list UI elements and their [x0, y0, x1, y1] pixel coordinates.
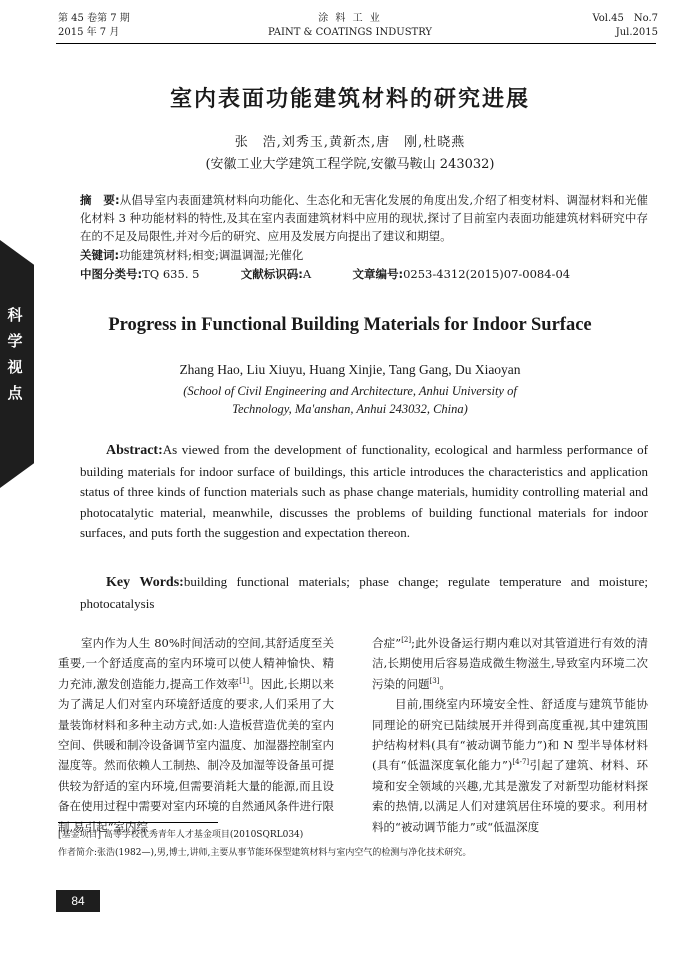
body-paragraph — [58, 633, 334, 837]
article-no-value: 0253-4312(2015)07-0084-04 — [403, 267, 571, 281]
abstract-cn — [80, 191, 648, 245]
journal-name-cn: 涂 料 工 业 — [318, 13, 382, 24]
journal-name-en: PAINT & COATINGS INDUSTRY — [267, 27, 433, 38]
footnote-author: 作者简介:张浩(1982—),男,博士,讲师,主要从事节能环保型建筑材料与室内空气的检测与净化技术研究。 — [58, 848, 472, 858]
clc-label: 中图分类号: — [80, 267, 143, 281]
abstract-cn-text: 从倡导室内表面建筑材料向功能化、生态化和无害化发展的角度出发,介绍了相变材料、调湿材料和光催化材料 3 种功能材料的特性,及其在室内表面建筑材料中应用的现状,探讨了目前室内表面功能建筑材料研究中存在的不足及局限性,并对今后的研究、应用及发展方向提出了建议和期望。 — [80, 193, 648, 243]
body-paragraph — [372, 694, 648, 837]
keywords-cn-text: 功能建筑材料;相变;调温调湿;光催化 — [119, 248, 304, 262]
body-column-left — [58, 633, 334, 837]
doc-code-value: A — [302, 267, 312, 281]
paper-title-cn: 室内表面功能建筑材料的研究进展 — [169, 87, 530, 112]
side-char: 视 — [7, 358, 23, 376]
article-no-label: 文章编号: — [352, 267, 404, 281]
side-char: 科 — [7, 306, 23, 324]
authors-en: Zhang Hao, Liu Xiuyu, Huang Xinjie, Tang Gang, Du Xiaoyan — [179, 362, 521, 377]
footnote-rule — [58, 822, 218, 823]
citation-ref: [1] — [239, 676, 250, 685]
header-rule — [56, 43, 656, 44]
abstract-en-label: Abstract: — [106, 443, 163, 458]
abstract-cn-label: 摘 要: — [80, 193, 120, 207]
affiliation-cn: (安徽工业大学建筑工程学院,安徽马鞍山 243032) — [205, 157, 495, 172]
journal-volume-en — [592, 12, 658, 40]
body-text: 室内作为人生 80%时间活动的空间,其舒适度至关重要,一个舒适度高的室内环境可以使人精神愉快、精力充沛,激发创造能力,提高工作效率 — [58, 636, 334, 691]
footnote-fund: [基金项目] 高等学校优秀青年人才基金项目(2010SQRL034) — [58, 830, 304, 840]
affiliation-en-line2: Technology, Ma'anshan, Anhui 243032, China) — [232, 402, 468, 416]
issue-date: 2015 年 7 月 — [58, 27, 120, 38]
abstract-en — [80, 440, 648, 544]
abstract-en-text: As viewed from the development of functionality, ecological and harmless performance of building materials for indoor surface of buildings, this article introduces the characteristics and application status of three kinds of function materials such as phase change materials, humidity controlling material and photocatalytic material, meanwhile, discusses the problems of building functional materials for indoor surfaces, and puts forth the suggestion and expectation thereon. — [80, 442, 648, 540]
keywords-en — [80, 572, 648, 614]
citation-ref: [4-7] — [512, 758, 530, 767]
volume-issue: 第 45 卷第 7 期 — [58, 13, 130, 24]
keywords-cn-label: 关键词: — [80, 248, 120, 262]
body-text: 。因此,长期以来为了满足人们对室内环境舒适度的要求,人们采用了大量装饰材料和多种主动方式,如:人造板营造优美的室内空间、供暖和制冷设备调节室内温度、加湿器控制室内湿度等。然而依赖人工制热、制冷及加湿等设备虽可提供较为舒适的室内环境,但需要消耗大量的能源,而且设备在使用过程中需要对室内环境的自然通风条件进行限制,易引起“室内综 — [58, 676, 335, 834]
doc-code-label: 文献标识码: — [240, 267, 303, 281]
paper-title-en: Progress in Functional Building Materials for Indoor Surface — [108, 315, 592, 335]
clc-value: TQ 635. 5 — [142, 267, 200, 281]
authors-cn: 张 浩,刘秀玉,黄新杰,唐 刚,杜晓燕 — [234, 135, 466, 150]
body-text: ;此外设备运行期内难以对其管道进行有效的清洁,长期使用后容易造成微生物滋生,导致室内环境二次污染的问题 — [372, 636, 648, 691]
classification-line — [80, 265, 648, 283]
keywords-en-text: building functional materials; phase change; regulate temperature and moisture; photocatalysis — [80, 574, 648, 611]
body-text: 引起了建筑、材料、环境和安全领域的兴趣,尤其是激发了对新型功能材料探索的热情,以满足人们对建筑居住环境的要求。利用材料的“被动调节能力”或“低温深度 — [372, 758, 649, 834]
volume-en: Vol.45 No.7 — [592, 13, 658, 24]
keywords-en-label: Key Words: — [106, 575, 184, 590]
body-text: 目前,围绕室内环境安全性、舒适度与建筑节能协同理论的研究已陆续展开并得到高度重视,其中建筑围护结构材料(具有“被动调节能力”)和 N 型半导体材料(具有“低温深度氧化能力”) — [372, 697, 648, 773]
affiliation-en-line1: (School of Civil Engineering and Architecture, Anhui University of — [183, 384, 517, 398]
citation-ref: [2] — [401, 636, 412, 645]
body-text: 合症” — [372, 636, 402, 650]
page-number: 84 — [56, 890, 100, 912]
body-text: 。 — [439, 676, 451, 691]
body-column-right — [372, 633, 648, 837]
date-en: Jul.2015 — [615, 27, 658, 38]
side-char: 点 — [7, 384, 23, 402]
side-char: 学 — [7, 332, 23, 350]
affiliation-en — [0, 382, 700, 418]
keywords-cn — [80, 246, 648, 264]
body-paragraph — [372, 633, 648, 694]
citation-ref: [3] — [429, 676, 440, 685]
